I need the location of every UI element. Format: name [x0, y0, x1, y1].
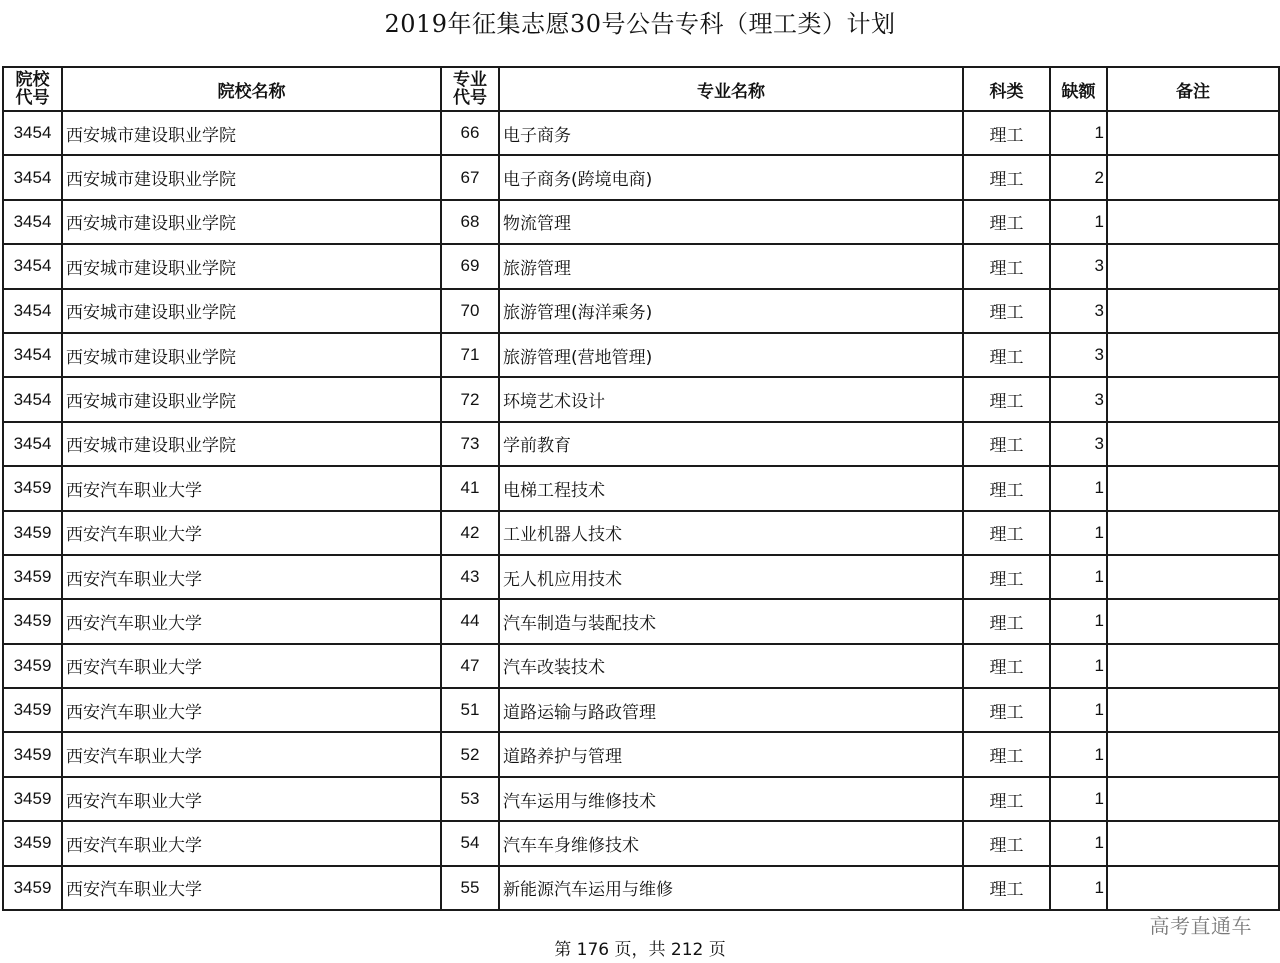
cell-major-code: 67 [441, 155, 499, 199]
cell-school-name: 西安城市建设职业学院 [62, 200, 441, 244]
cell-school-code: 3454 [3, 244, 62, 288]
table-row [3, 244, 1279, 288]
table-row [3, 777, 1279, 821]
cell-school-name: 西安城市建设职业学院 [62, 155, 441, 199]
cell-category: 理工 [963, 155, 1050, 199]
cell-school-code: 3459 [3, 466, 62, 510]
cell-major-code: 69 [441, 244, 499, 288]
cell-category: 理工 [963, 333, 1050, 377]
table-row [3, 289, 1279, 333]
cell-quota: 1 [1050, 732, 1107, 776]
cell-category: 理工 [963, 821, 1050, 865]
cell-remarks [1107, 644, 1279, 688]
cell-school-name: 西安城市建设职业学院 [62, 244, 441, 288]
cell-major-code: 54 [441, 821, 499, 865]
cell-school-name: 西安城市建设职业学院 [62, 111, 441, 155]
table-body [3, 111, 1279, 910]
cell-remarks [1107, 777, 1279, 821]
header-school-code [3, 67, 62, 111]
cell-remarks [1107, 200, 1279, 244]
cell-major-code: 55 [441, 866, 499, 910]
cell-remarks [1107, 333, 1279, 377]
cell-category: 理工 [963, 555, 1050, 599]
cell-category: 理工 [963, 732, 1050, 776]
cell-remarks [1107, 289, 1279, 333]
cell-major-name: 电梯工程技术 [499, 466, 963, 510]
cell-quota: 1 [1050, 200, 1107, 244]
cell-school-code: 3454 [3, 111, 62, 155]
cell-major-name: 电子商务 [499, 111, 963, 155]
cell-category: 理工 [963, 777, 1050, 821]
cell-school-name: 西安汽车职业大学 [62, 777, 441, 821]
header-quota: 缺额 [1050, 67, 1107, 111]
header-major-code-line1: 专业 [453, 70, 487, 90]
cell-school-code: 3459 [3, 511, 62, 555]
cell-major-code: 70 [441, 289, 499, 333]
cell-quota: 1 [1050, 111, 1107, 155]
cell-school-code: 3459 [3, 866, 62, 910]
header-school-code-line1: 院校 [15, 70, 50, 90]
cell-school-code: 3454 [3, 422, 62, 466]
cell-remarks [1107, 244, 1279, 288]
header-category: 科类 [963, 67, 1050, 111]
cell-quota: 3 [1050, 333, 1107, 377]
cell-school-code: 3454 [3, 289, 62, 333]
cell-major-name: 汽车制造与装配技术 [499, 599, 963, 643]
cell-major-name: 道路运输与路政管理 [499, 688, 963, 732]
cell-school-name: 西安汽车职业大学 [62, 466, 441, 510]
cell-quota: 3 [1050, 422, 1107, 466]
cell-school-code: 3454 [3, 333, 62, 377]
cell-major-name: 工业机器人技术 [499, 511, 963, 555]
table-row [3, 821, 1279, 865]
cell-school-code: 3459 [3, 555, 62, 599]
cell-school-code: 3459 [3, 599, 62, 643]
table-row [3, 466, 1279, 510]
cell-major-name: 旅游管理(海洋乘务) [499, 289, 963, 333]
cell-quota: 1 [1050, 466, 1107, 510]
cell-school-code: 3454 [3, 377, 62, 421]
cell-school-name: 西安汽车职业大学 [62, 866, 441, 910]
cell-quota: 2 [1050, 155, 1107, 199]
cell-category: 理工 [963, 866, 1050, 910]
cell-remarks [1107, 821, 1279, 865]
cell-major-name: 汽车车身维修技术 [499, 821, 963, 865]
cell-remarks [1107, 599, 1279, 643]
cell-quota: 1 [1050, 599, 1107, 643]
table-row [3, 555, 1279, 599]
cell-quota: 1 [1050, 777, 1107, 821]
cell-quota: 3 [1050, 377, 1107, 421]
cell-quota: 1 [1050, 644, 1107, 688]
header-major-code-line2: 代号 [453, 88, 487, 108]
table-row [3, 732, 1279, 776]
table-row [3, 422, 1279, 466]
table-row [3, 688, 1279, 732]
cell-remarks [1107, 555, 1279, 599]
table-row [3, 599, 1279, 643]
cell-category: 理工 [963, 644, 1050, 688]
cell-school-name: 西安城市建设职业学院 [62, 377, 441, 421]
cell-remarks [1107, 732, 1279, 776]
cell-major-code: 73 [441, 422, 499, 466]
cell-quota: 3 [1050, 289, 1107, 333]
header-school-name: 院校名称 [62, 67, 441, 111]
cell-school-code: 3454 [3, 155, 62, 199]
cell-school-name: 西安城市建设职业学院 [62, 333, 441, 377]
cell-quota: 1 [1050, 555, 1107, 599]
admission-plan-table [2, 66, 1280, 911]
cell-school-name: 西安汽车职业大学 [62, 688, 441, 732]
cell-school-name: 西安汽车职业大学 [62, 599, 441, 643]
cell-major-name: 电子商务(跨境电商) [499, 155, 963, 199]
cell-remarks [1107, 466, 1279, 510]
cell-quota: 1 [1050, 821, 1107, 865]
cell-school-name: 西安汽车职业大学 [62, 644, 441, 688]
cell-category: 理工 [963, 599, 1050, 643]
cell-school-name: 西安汽车职业大学 [62, 732, 441, 776]
cell-school-code: 3459 [3, 644, 62, 688]
table-row [3, 111, 1279, 155]
table-row [3, 866, 1279, 910]
header-major-code [441, 67, 499, 111]
cell-remarks [1107, 511, 1279, 555]
page-footer: 第 176 页，共 212 页 [554, 940, 726, 960]
cell-category: 理工 [963, 511, 1050, 555]
cell-school-name: 西安汽车职业大学 [62, 821, 441, 865]
cell-major-name: 旅游管理(营地管理) [499, 333, 963, 377]
cell-remarks [1107, 422, 1279, 466]
cell-school-code: 3459 [3, 821, 62, 865]
cell-remarks [1107, 155, 1279, 199]
table-row [3, 377, 1279, 421]
cell-major-code: 66 [441, 111, 499, 155]
watermark-text: 高考直通车 [1149, 914, 1252, 938]
cell-category: 理工 [963, 688, 1050, 732]
cell-school-code: 3459 [3, 777, 62, 821]
cell-category: 理工 [963, 111, 1050, 155]
cell-major-code: 68 [441, 200, 499, 244]
cell-quota: 3 [1050, 244, 1107, 288]
cell-major-name: 物流管理 [499, 200, 963, 244]
table-row [3, 511, 1279, 555]
cell-major-name: 道路养护与管理 [499, 732, 963, 776]
cell-major-code: 52 [441, 732, 499, 776]
header-school-code-line2: 代号 [15, 88, 50, 108]
cell-major-name: 环境艺术设计 [499, 377, 963, 421]
header-major-name: 专业名称 [499, 67, 963, 111]
cell-remarks [1107, 111, 1279, 155]
table-header-row [3, 67, 1279, 111]
table-row [3, 155, 1279, 199]
cell-major-code: 42 [441, 511, 499, 555]
cell-school-name: 西安汽车职业大学 [62, 511, 441, 555]
cell-major-name: 旅游管理 [499, 244, 963, 288]
cell-major-code: 43 [441, 555, 499, 599]
cell-school-name: 西安汽车职业大学 [62, 555, 441, 599]
table-row [3, 644, 1279, 688]
cell-major-name: 汽车运用与维修技术 [499, 777, 963, 821]
cell-category: 理工 [963, 377, 1050, 421]
cell-school-code: 3459 [3, 688, 62, 732]
cell-quota: 1 [1050, 511, 1107, 555]
cell-remarks [1107, 377, 1279, 421]
cell-major-code: 53 [441, 777, 499, 821]
table-row [3, 333, 1279, 377]
cell-major-name: 无人机应用技术 [499, 555, 963, 599]
cell-category: 理工 [963, 289, 1050, 333]
cell-school-name: 西安城市建设职业学院 [62, 422, 441, 466]
cell-major-code: 72 [441, 377, 499, 421]
document-title: 2019年征集志愿30号公告专科（理工类）计划 [384, 10, 896, 38]
cell-school-name: 西安城市建设职业学院 [62, 289, 441, 333]
cell-category: 理工 [963, 244, 1050, 288]
cell-category: 理工 [963, 200, 1050, 244]
table-row [3, 200, 1279, 244]
cell-major-name: 新能源汽车运用与维修 [499, 866, 963, 910]
cell-quota: 1 [1050, 866, 1107, 910]
cell-category: 理工 [963, 422, 1050, 466]
cell-school-code: 3454 [3, 200, 62, 244]
cell-major-name: 汽车改装技术 [499, 644, 963, 688]
cell-quota: 1 [1050, 688, 1107, 732]
cell-remarks [1107, 866, 1279, 910]
header-remarks: 备注 [1107, 67, 1279, 111]
cell-major-code: 71 [441, 333, 499, 377]
cell-major-code: 47 [441, 644, 499, 688]
cell-major-name: 学前教育 [499, 422, 963, 466]
cell-major-code: 51 [441, 688, 499, 732]
cell-category: 理工 [963, 466, 1050, 510]
cell-major-code: 41 [441, 466, 499, 510]
cell-remarks [1107, 688, 1279, 732]
cell-major-code: 44 [441, 599, 499, 643]
cell-school-code: 3459 [3, 732, 62, 776]
